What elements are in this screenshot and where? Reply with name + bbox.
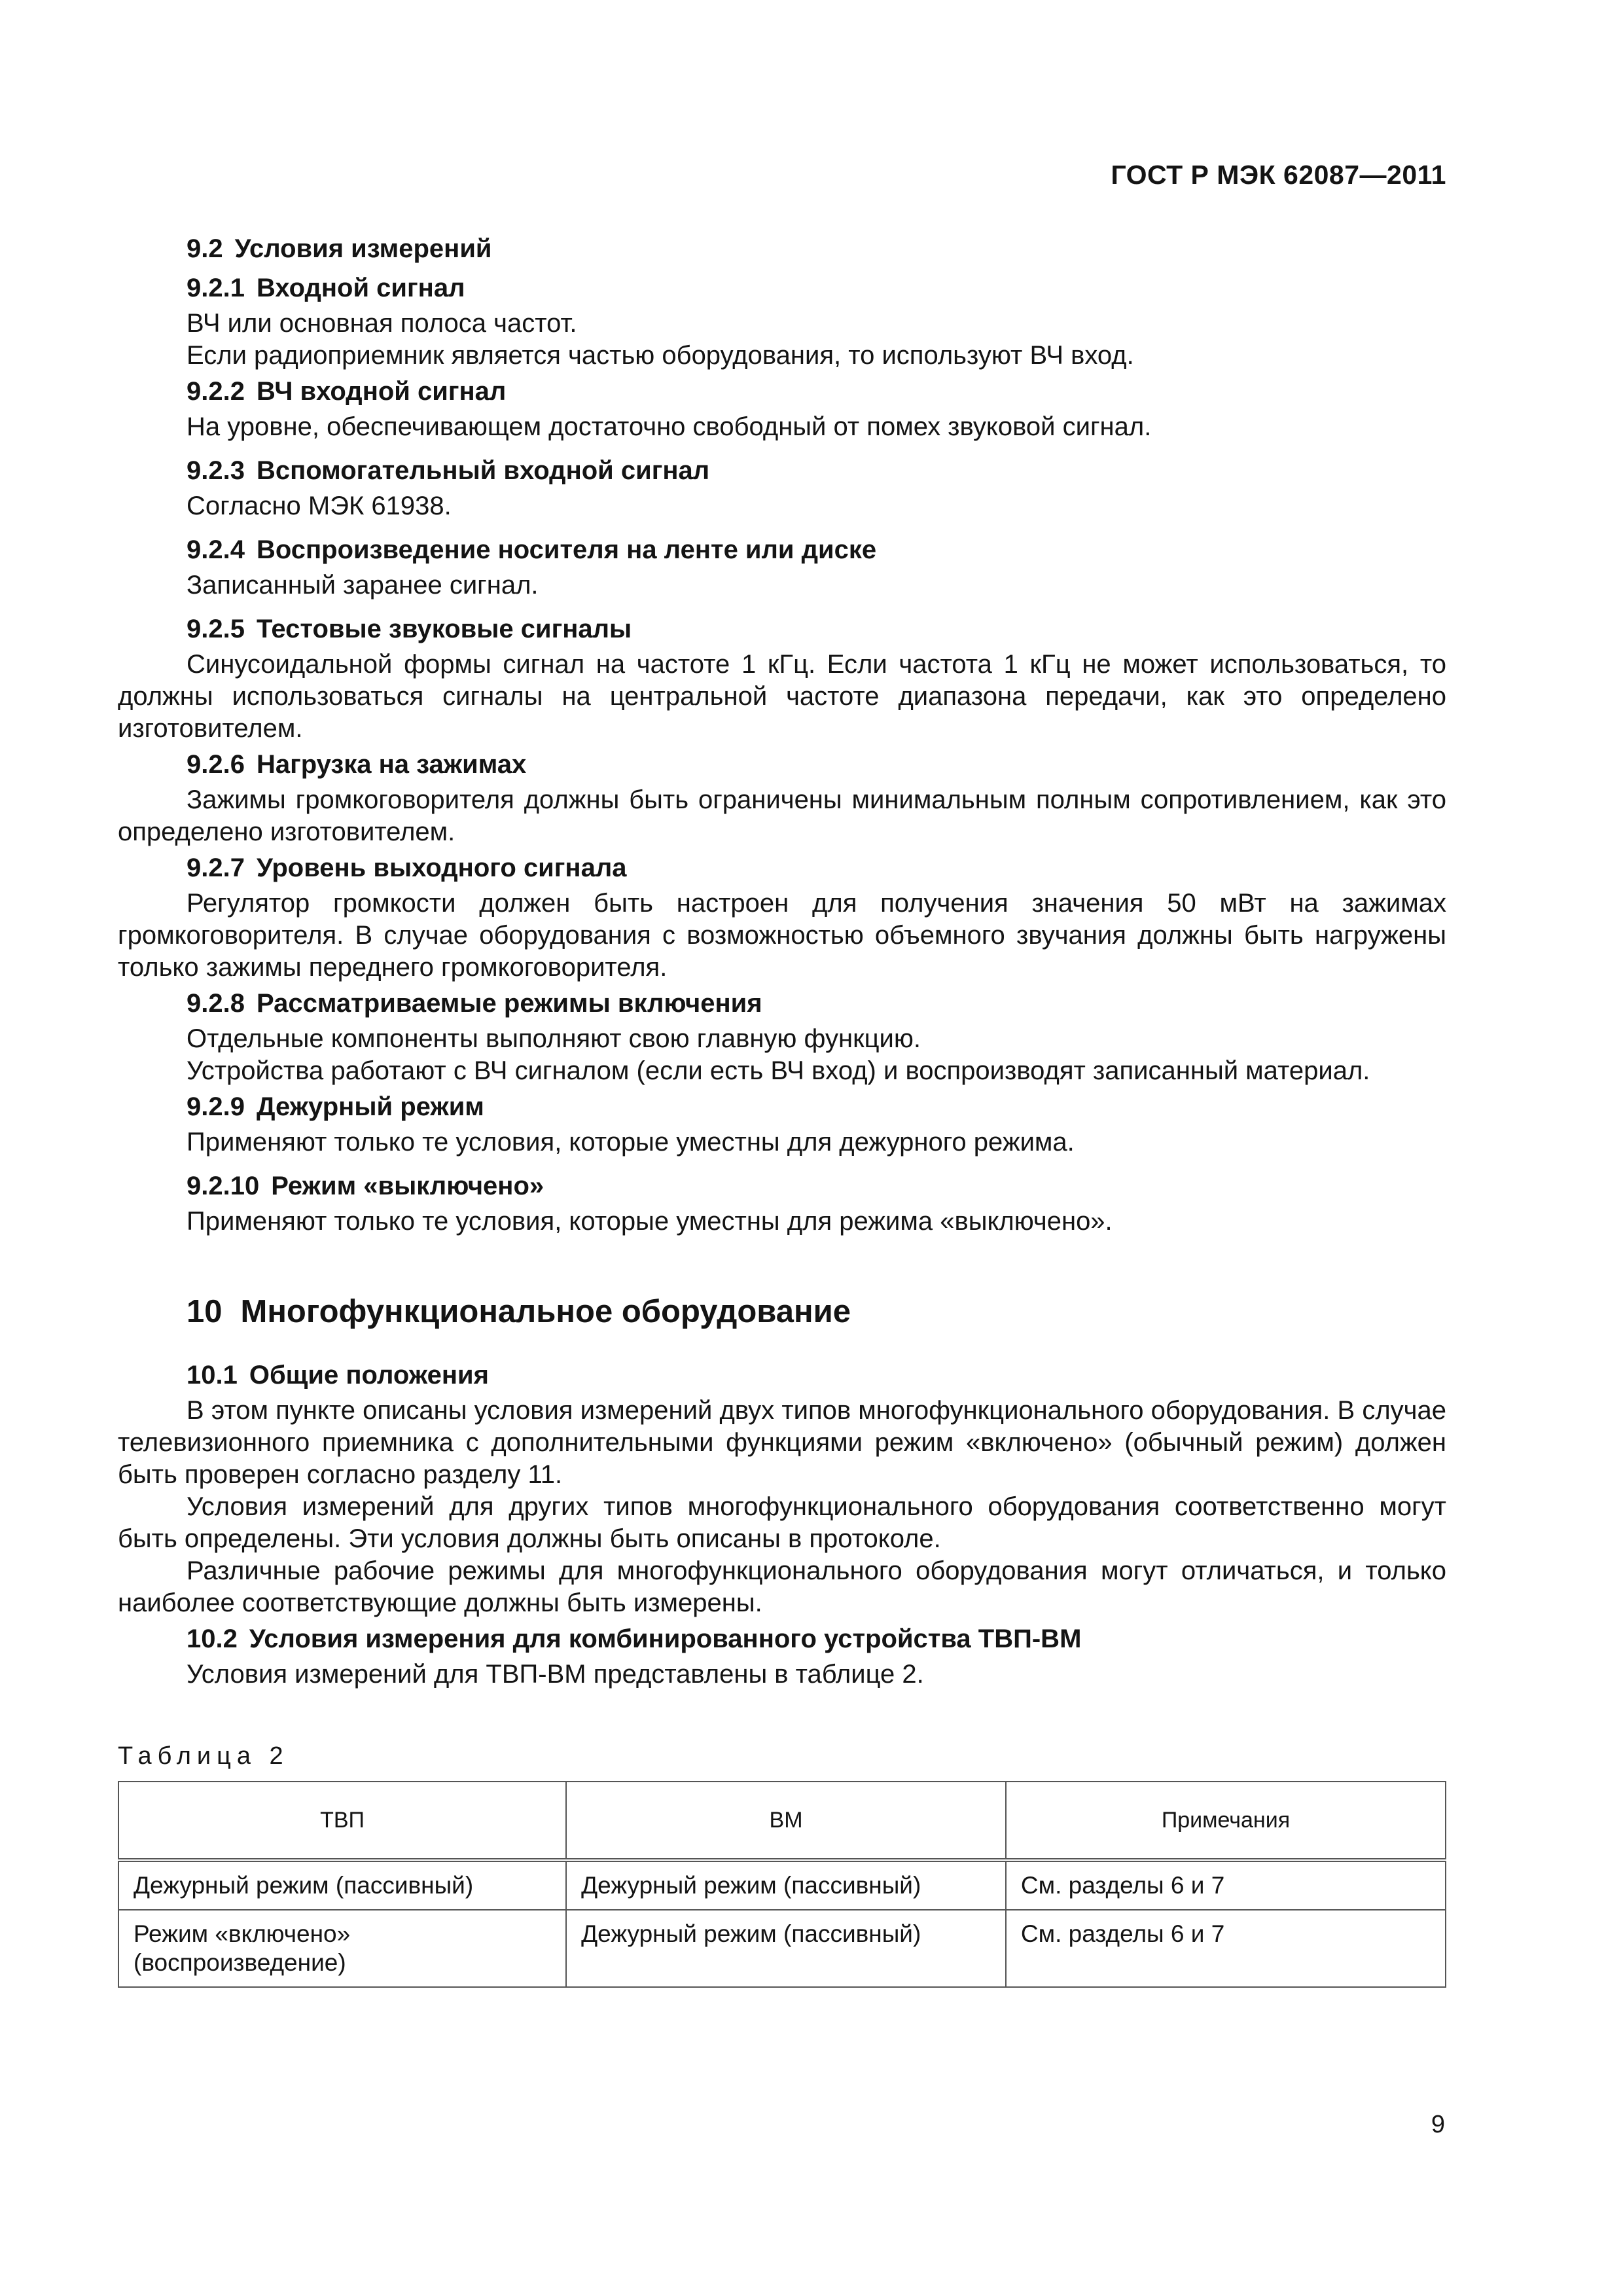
- column-header: Примечания: [1006, 1782, 1446, 1860]
- section-heading-9-2-3: 9.2.3 Вспомогательный входной сигнал: [187, 456, 710, 485]
- column-header: ВМ: [566, 1782, 1006, 1860]
- paragraph: Если радиоприемник является частью оборудования, то используют ВЧ вход.: [187, 341, 1134, 370]
- section-heading-9-2-9: 9.2.9 Дежурный режим: [187, 1092, 484, 1121]
- table-cell: См. разделы 6 и 7: [1006, 1860, 1446, 1910]
- paragraph: Отдельные компоненты выполняют свою главную функцию.: [187, 1024, 921, 1053]
- paragraph: Записанный заранее сигнал.: [187, 571, 539, 600]
- paragraph: Применяют только те условия, которые уместны для дежурного режима.: [187, 1128, 1075, 1157]
- table-cell: Режим «включено» (воспроизведение): [118, 1910, 566, 1987]
- table-header-row: [118, 1782, 1446, 1860]
- column-header: ТВП: [118, 1782, 566, 1860]
- paragraph: Согласно МЭК 61938.: [187, 492, 452, 520]
- standard-designation: ГОСТ Р МЭК 62087—2011: [1111, 160, 1446, 190]
- table-cell: Дежурный режим (пассивный): [566, 1860, 1006, 1910]
- table-cell: Дежурный режим (пассивный): [118, 1860, 566, 1910]
- table-2: [118, 1781, 1446, 1988]
- section-heading-9-2-1: 9.2.1 Входной сигнал: [187, 274, 465, 302]
- section-heading-9-2-6: 9.2.6 Нагрузка на зажимах: [187, 750, 527, 779]
- table-cell: Дежурный режим (пассивный): [566, 1910, 1006, 1987]
- section-heading-9-2-2: 9.2.2 ВЧ входной сигнал: [187, 377, 507, 406]
- section-heading-10-1: 10.1 Общие положения: [187, 1361, 489, 1390]
- section-heading-9-2-7: 9.2.7 Уровень выходного сигнала: [187, 853, 627, 882]
- section-heading-9-2-10: 9.2.10 Режим «выключено»: [187, 1172, 544, 1200]
- table-row: [118, 1910, 1446, 1987]
- page-number: 9: [1431, 2111, 1445, 2138]
- paragraph: В этом пункте описаны условия измерений двух типов многофункционального оборудования. В случае телевизионного приемника с дополнительными функциями режим «включено» (обычный режим) должен быть проверен согласно разделу 11.: [118, 1396, 1446, 1489]
- section-heading-9-2-5: 9.2.5 Тестовые звуковые сигналы: [187, 615, 632, 643]
- paragraph: Условия измерений для ТВП-ВМ представлены в таблице 2.: [187, 1660, 924, 1689]
- section-heading-10-2: 10.2 Условия измерения для комбинированного устройства ТВП-ВМ: [187, 1624, 1082, 1653]
- paragraph: Условия измерений для других типов многофункционального оборудования соответственно могут быть определены. Эти условия должны быть описаны в протоколе.: [118, 1492, 1446, 1553]
- paragraph: Применяют только те условия, которые уместны для режима «выключено».: [187, 1207, 1113, 1236]
- page-content: [118, 229, 1446, 1988]
- paragraph: ВЧ или основная полоса частот.: [187, 309, 577, 338]
- section-heading-9-2-4: 9.2.4 Воспроизведение носителя на ленте или диске: [187, 535, 877, 564]
- section-heading-9-2: 9.2 Условия измерений: [187, 234, 492, 263]
- table-cell: См. разделы 6 и 7: [1006, 1910, 1446, 1987]
- paragraph: Различные рабочие режимы для многофункционального оборудования могут отличаться, и только наиболее соответствующие должны быть измерены.: [118, 1556, 1446, 1617]
- section-heading-10: 10 Многофункциональное оборудование: [187, 1294, 851, 1329]
- table-row: [118, 1860, 1446, 1910]
- paragraph: Зажимы громкоговорителя должны быть ограничены минимальным полным сопротивлением, как это определено изготовителем.: [118, 785, 1446, 846]
- paragraph: Синусоидальной формы сигнал на частоте 1 кГц. Если частота 1 кГц не может использоваться, то должны использоваться сигналы на центральной частоте диапазона передачи, как это определено изготовителем.: [118, 650, 1446, 743]
- table-caption: Таблица 2: [118, 1742, 289, 1770]
- paragraph: Регулятор громкости должен быть настроен для получения значения 50 мВт на зажимах громкоговорителя. В случае оборудования с возможностью объемного звучания должны быть нагружены только зажимы переднего громкоговорителя.: [118, 889, 1446, 982]
- paragraph: На уровне, обеспечивающем достаточно свободный от помех звуковой сигнал.: [187, 412, 1152, 441]
- paragraph: Устройства работают с ВЧ сигналом (если есть ВЧ вход) и воспроизводят записанный материал.: [187, 1056, 1370, 1085]
- section-heading-9-2-8: 9.2.8 Рассматриваемые режимы включения: [187, 989, 762, 1018]
